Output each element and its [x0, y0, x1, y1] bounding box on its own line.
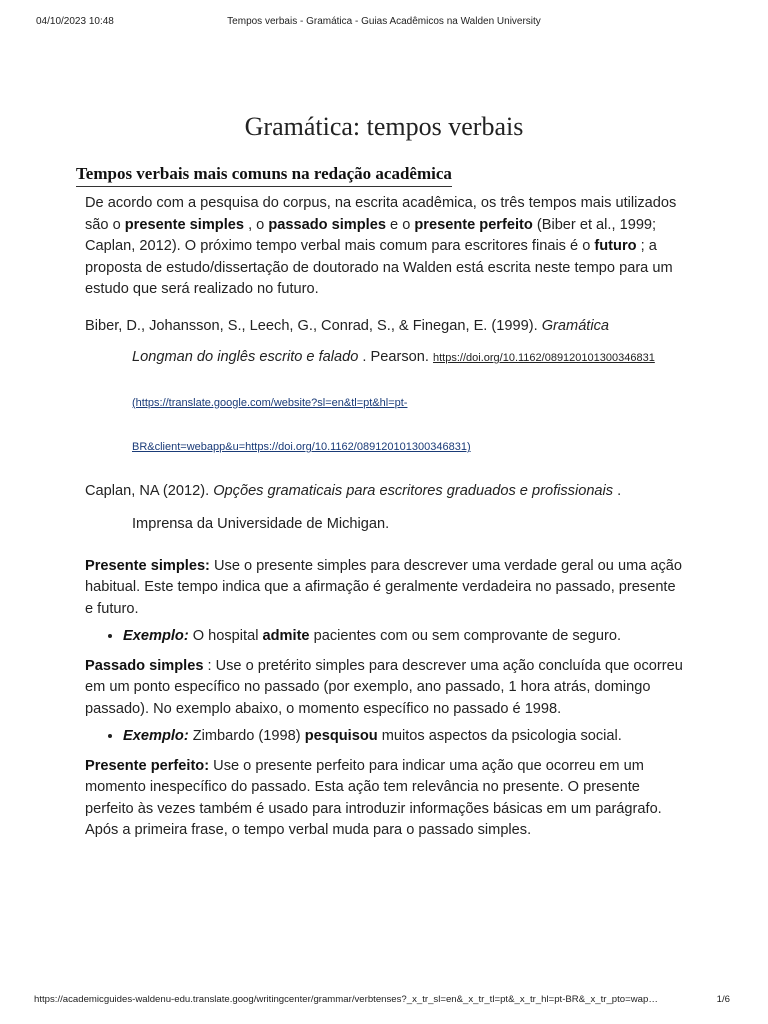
example-text: Zimbardo (1998): [188, 728, 305, 744]
intro-term: passado simples: [268, 216, 386, 233]
reference-title: Longman do inglês escrito e falado: [132, 349, 359, 365]
example-verb: pesquisou: [304, 728, 378, 744]
reference-caplan-publisher: Imprensa da Universidade de Michigan.: [132, 516, 390, 532]
print-header: [36, 16, 732, 30]
example-text: O hospital: [188, 628, 263, 644]
example-text: pacientes com ou sem comprovante de seguro.: [309, 628, 622, 644]
reference-publisher: . Pearson.: [358, 349, 433, 365]
reference-biber: [85, 316, 685, 338]
tense-label: Presente perfeito:: [85, 757, 210, 774]
translate-link[interactable]: (https://translate.google.com/website?sl=en&tl=pt&hl=pt-: [132, 396, 408, 409]
intro-text: (Biber et al., 1999; Caplan, 2012). O próximo tempo verbal mais comum para escritores finais é o: [85, 216, 657, 254]
reference-authors: Biber, D., Johansson, S., Leech, G., Conrad, S., & Finegan, E. (1999).: [85, 317, 542, 334]
reference-title: Opções gramaticais para escritores graduados e profissionais: [213, 482, 614, 499]
tense-description: Use o presente simples para descrever uma verdade geral ou uma ação habitual. Este tempo indica que a afirmação é geralmente verdadeira no passado, presente e futuro.: [85, 557, 683, 617]
intro-text: ; a proposta de estudo/dissertação de doutorado na Walden está escrita neste tempo para um estudo que será realizado no futuro.: [85, 238, 673, 297]
intro-paragraph: [85, 193, 685, 301]
article-body: [85, 193, 685, 842]
intro-term: futuro: [594, 238, 637, 254]
example-item: [123, 626, 685, 648]
print-footer: [36, 994, 732, 1008]
tense-description: : Use o pretérito simples para descrever uma ação concluída que ocorreu em um ponto específico no passado (por exemplo, ano passado, 1 hora atrás, domingo passado). No exemplo abaixo, o momento específico no passado é 1998.: [85, 657, 683, 717]
reference-line: [132, 392, 685, 415]
tense-label: Presente simples:: [85, 557, 210, 574]
intro-text: e o: [385, 216, 415, 233]
reference-authors: Caplan, NA (2012).: [85, 482, 214, 499]
presente-simples-paragraph: [85, 556, 685, 621]
reference-text: .: [613, 482, 622, 499]
tense-label: Passado simples: [85, 657, 204, 674]
example-verb: admite: [262, 628, 310, 644]
reference-caplan: [85, 481, 685, 503]
presente-perfeito-paragraph: [85, 756, 685, 842]
reference-title: Gramática: [541, 317, 610, 334]
reference-biber-continuation: [85, 347, 685, 459]
passado-simples-paragraph: [85, 656, 685, 721]
print-page-title: Tempos verbais - Gramática - Guias Acadêmicos na Walden University: [227, 16, 541, 27]
print-datetime: 04/10/2023 10:48: [36, 16, 114, 27]
example-list: [85, 726, 685, 748]
example-label: Exemplo:: [123, 728, 189, 744]
example-text: muitos aspectos da psicologia social.: [377, 728, 622, 744]
reference-line: [132, 436, 685, 459]
intro-term: presente perfeito: [414, 216, 533, 233]
reference-line: [132, 347, 685, 370]
translate-link[interactable]: BR&client=webapp&u=https://doi.org/10.1162/089120101300346831): [132, 441, 471, 453]
example-item: [123, 726, 685, 748]
section-heading: Tempos verbais mais comuns na redação acadêmica: [76, 164, 452, 187]
page-title: Gramática: tempos verbais: [244, 112, 524, 141]
intro-text: De acordo com a pesquisa do corpus, na escrita acadêmica, os três tempos mais utilizados são o: [85, 195, 677, 233]
intro-text: , o: [244, 216, 269, 233]
example-list: [85, 626, 685, 648]
print-url: https://academicguides-waldenu-edu.translate.goog/writingcenter/grammar/verbtenses?_x_tr_sl=en&_x_tr_tl=pt&_x_tr_hl=pt-BR&_x_tr_pto=wap…: [34, 994, 658, 1005]
doi-link[interactable]: https://doi.org/10.1162/089120101300346831: [433, 352, 655, 364]
tense-description: Use o presente perfeito para indicar uma ação que ocorreu em um momento inespecífico do passado. Esta ação tem relevância no presente. O presente perfeito às vezes também é usado para introduzir informações básicas em um parágrafo. Após a primeira frase, o tempo verbal muda para o passado simples.: [85, 757, 662, 838]
intro-term: presente simples: [124, 216, 245, 233]
example-label: Exemplo:: [123, 628, 189, 644]
page-number: 1/6: [716, 994, 730, 1005]
